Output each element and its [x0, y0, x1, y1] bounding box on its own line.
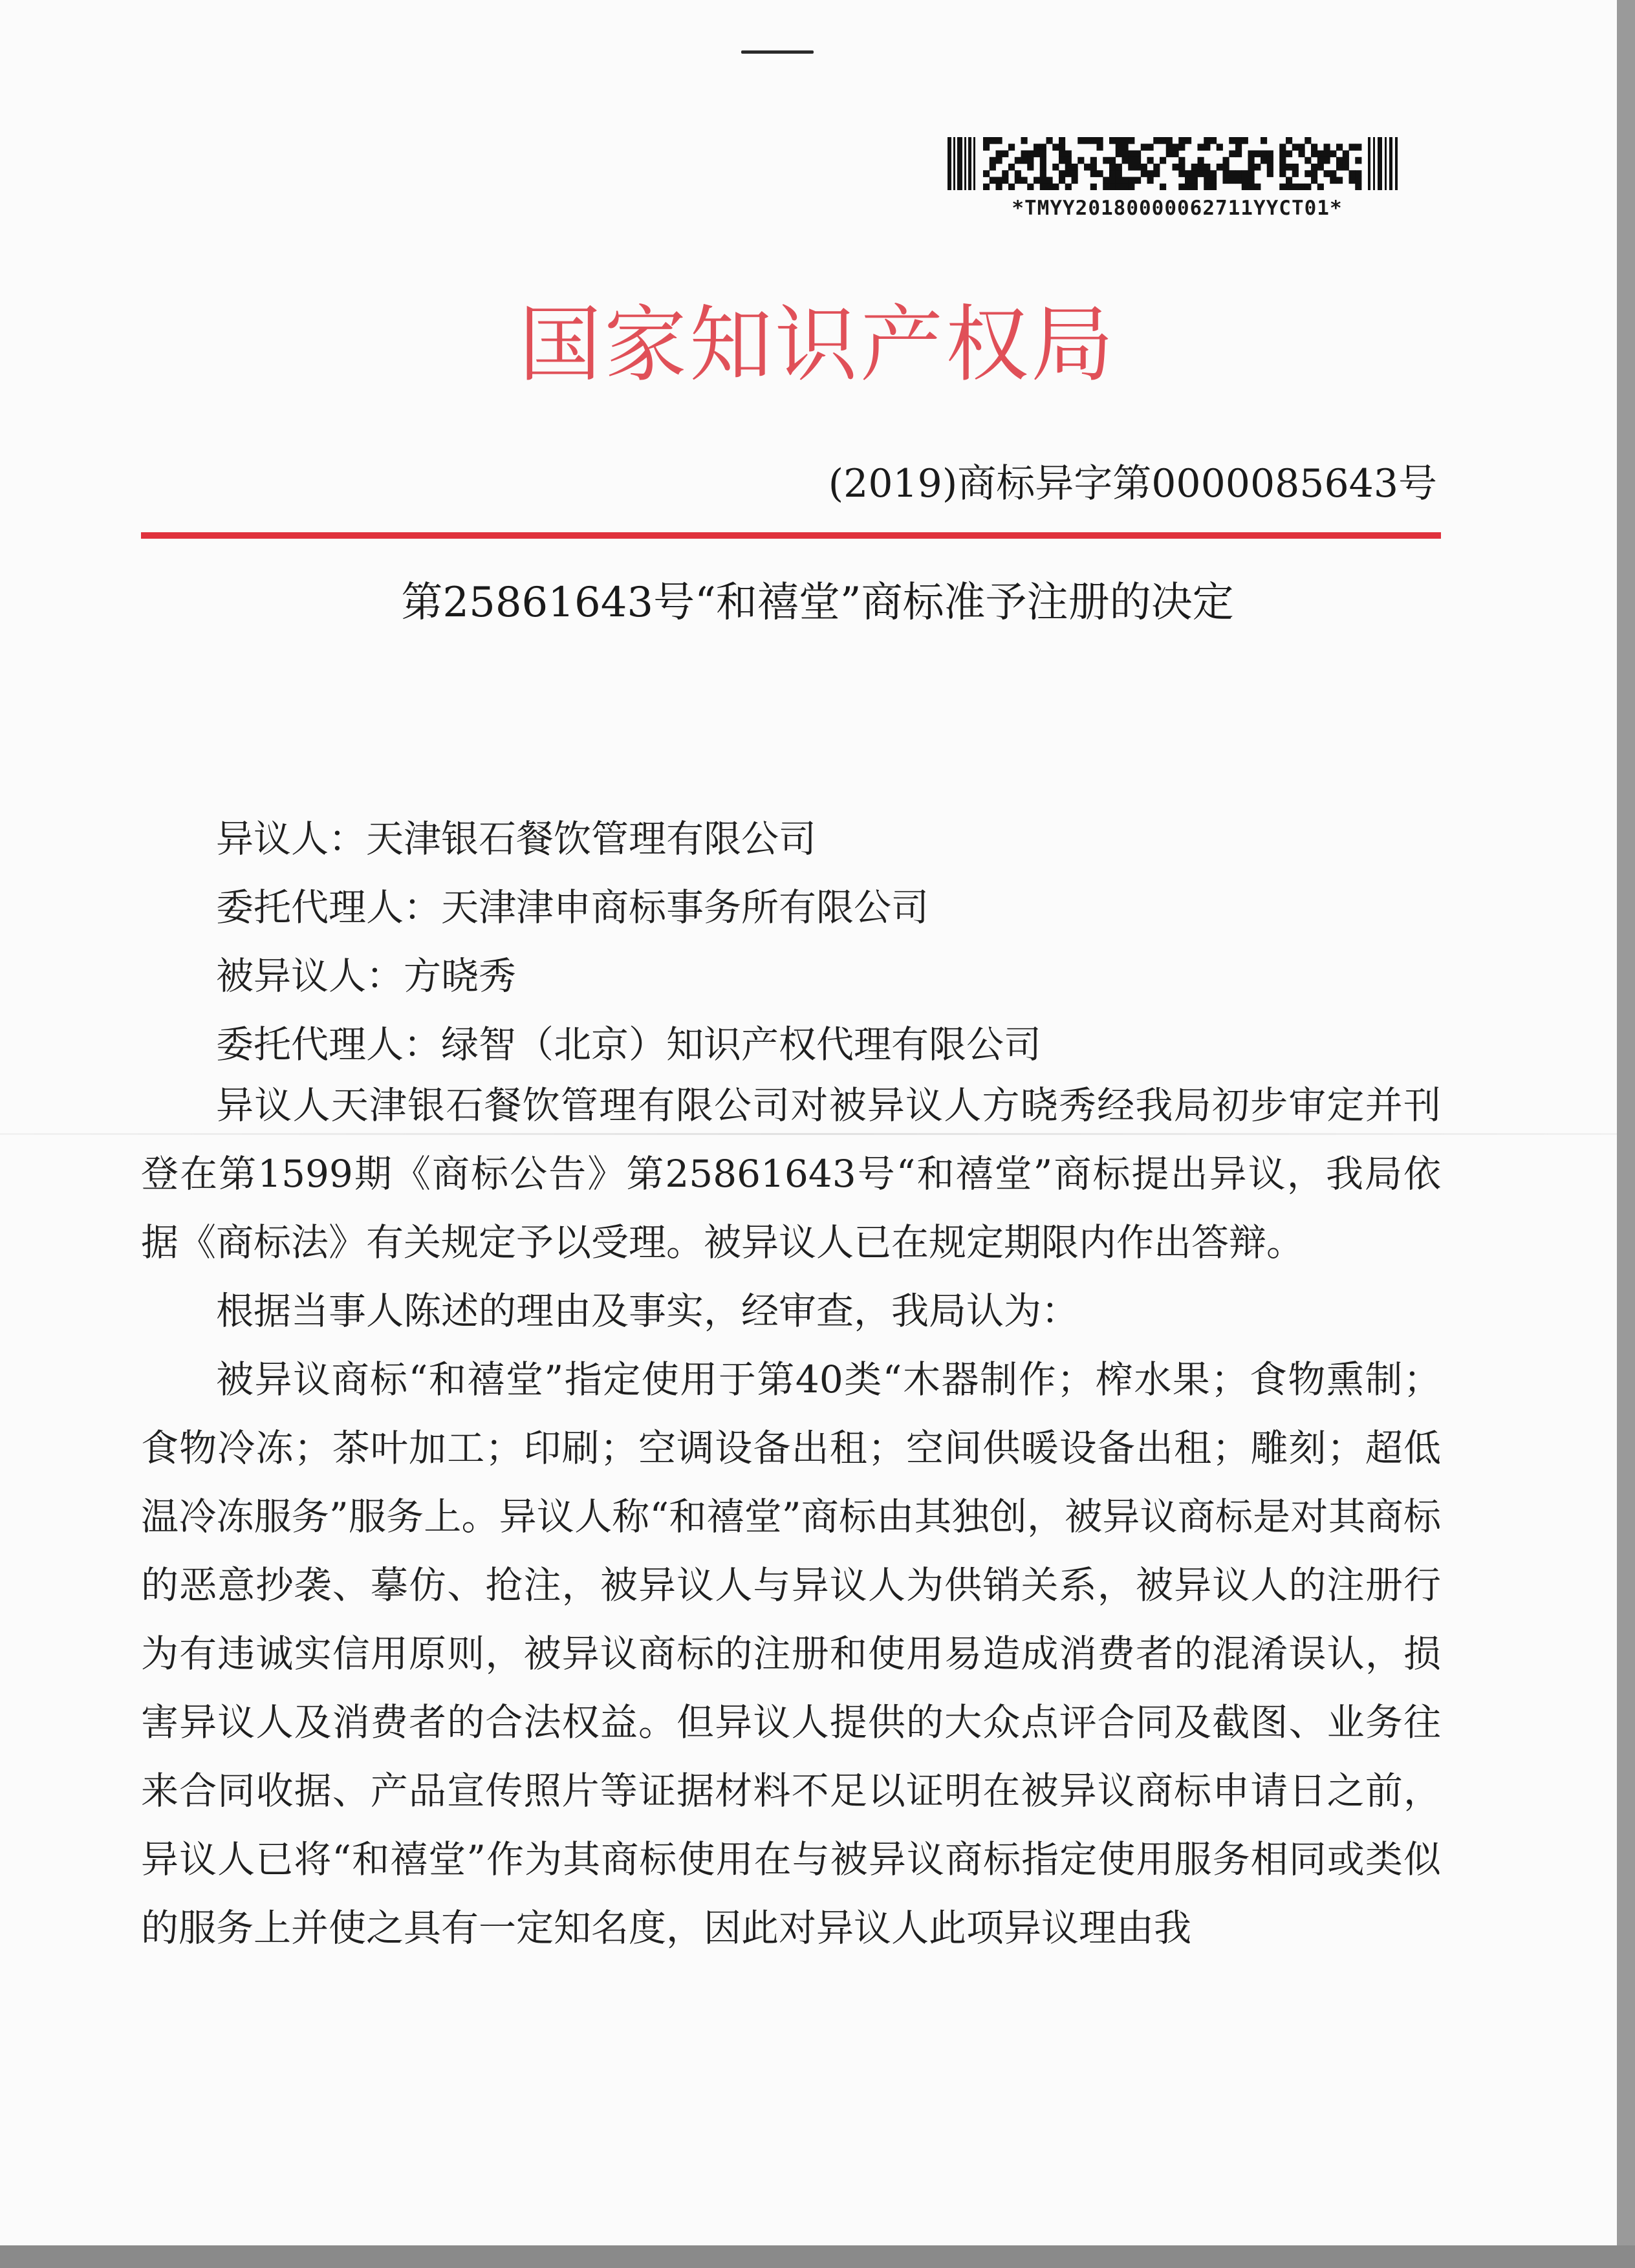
document-title: 第25861643号“和禧堂”商标准予注册的决定 [401, 579, 1234, 627]
document-number: (2019)商标异字第0000085643号 [828, 461, 1437, 506]
party-label: 委托代理人： [216, 885, 442, 929]
party-opposer [216, 805, 1041, 873]
party-label: 委托代理人： [216, 1022, 442, 1066]
paragraph-review-intro: 根据当事人陈述的理由及事实，经审查，我局认为： [216, 1289, 1079, 1333]
barcode-image [947, 137, 1400, 190]
paragraph-findings: 被异议商标“和禧堂”指定使用于第40类“木器制作；榨水果；食物熏制；食物冷冻；茶叶加工；印刷；空调设备出租；空间供暖设备出租；雕刻；超低温冷冻服务”服务上。异议人称“和禧堂”商标由其独创，被异议商标是对其商标的恶意抄袭、摹仿、抢注，被异议人与异议人为供销关系，被异议人的注册行为有违诚实信用原则，被异议商标的注册和使用易造成消费者的混淆误认，损害异议人及消费者的合法权益。但异议人提供的大众点评合同及截图、业务往来合同收据、产品宣传照片等证据材料不足以证明在被异议商标申请日之前，异议人已将“和禧堂”作为其商标使用在与被异议商标指定使用服务相同或类似的服务上并使之具有一定知名度，因此对异议人此项异议理由我 [141, 1357, 1441, 1950]
party-value: 天津银石餐饮管理有限公司 [366, 817, 817, 861]
page-top-dash [741, 50, 814, 54]
party-opposed [216, 942, 1041, 1010]
party-opposer-agent [216, 873, 1041, 942]
party-label: 被异议人： [216, 954, 404, 998]
header-red-rule [141, 532, 1441, 539]
barcode [944, 137, 1410, 220]
party-value: 绿智（北京）知识产权代理有限公司 [441, 1022, 1042, 1066]
paragraph-background: 异议人天津银石餐饮管理有限公司对被异议人方晓秀经我局初步审定并刊登在第1599期《商标公告》第25861643号“和禧堂”商标提出异议，我局依据《商标法》有关规定予以受理。被异议人已在规定期限内作出答辩。 [141, 1083, 1441, 1264]
scan-edge-bottom [0, 2245, 1635, 2268]
party-value: 方晓秀 [404, 954, 517, 998]
party-list [216, 805, 1041, 1079]
agency-name: 国家知识产权局 [518, 297, 1116, 393]
barcode-number: *TMYY20180000062711YYCT01* [1012, 197, 1343, 220]
party-label: 异议人： [216, 817, 367, 861]
party-opposed-agent [216, 1010, 1041, 1079]
decision-body [141, 1071, 1441, 1962]
scan-edge-right [1617, 0, 1635, 2268]
party-value: 天津津申商标事务所有限公司 [441, 885, 929, 929]
